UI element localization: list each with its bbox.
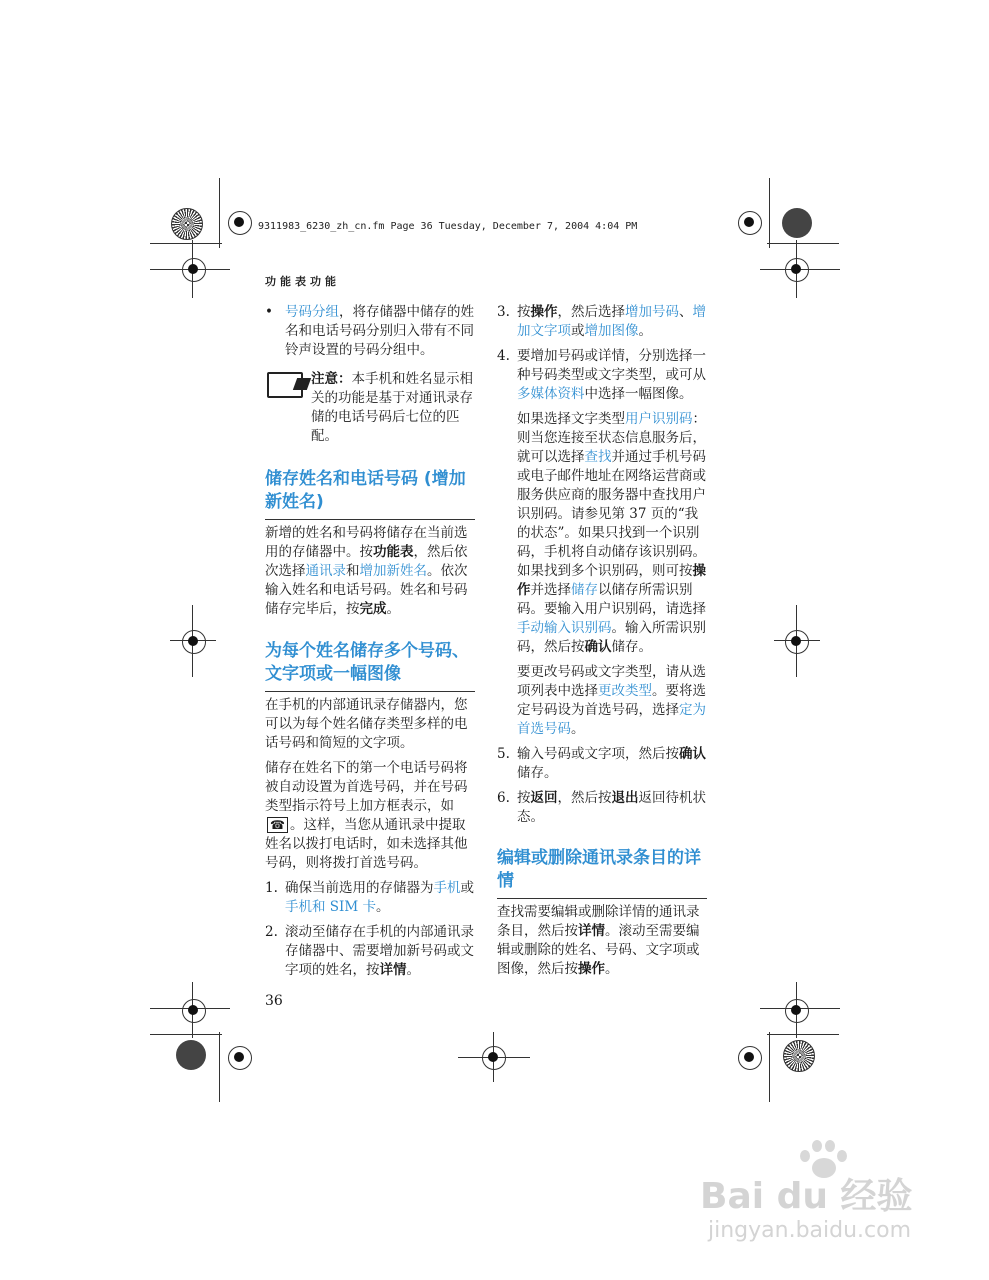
phone-box-icon: ☎ [267,817,288,833]
paragraph-edit-delete: 查找需要编辑或删除详情的通讯录条目，然后按详情。滚动至需要编辑或删除的姓名、号码、文字项或图像，然后按操作。 [497,904,700,977]
link-number-groups[interactable]: 号码分组 [285,304,339,320]
paragraph-add-name: 新增的姓名和号码将储存在当前选用的存储器中。按功能表，然后依次选择通讯录和增加新姓名。依次输入姓名和电话号码。姓名和号码储存完毕后，按完成。 [265,525,468,617]
step-2: 2. 滚动至储存在手机的内部通讯录存储器中、需要增加新号码或文字项的姓名，按详情。 [265,924,474,978]
step-1: 1. 确保当前选用的存储器为手机或手机和 SIM 卡。 [265,880,474,915]
link-change-type[interactable]: 更改类型 [598,683,652,699]
registration-target-icon [176,1040,206,1070]
step-5: 5. 输入号码或文字项，然后按确认储存。 [497,746,706,781]
heading-store-name-number: 储存姓名和电话号码 (增加新姓名) [265,469,466,512]
right-column [497,303,707,979]
section-label: 功能表功能 [265,275,340,288]
paragraph-default-number: 储存在姓名下的第一个电话号码将被自动设置为首选号码，并在号码类型指示符号上加方框表示，如☎ 。这样，当您从通讯录中提取姓名以拨打电话时，如未选择其他号码，则将拨打首选号码。 [265,760,468,871]
heading-divider [265,519,475,520]
note-icon [267,372,303,398]
step-4: 4. 要增加号码或详情，分别选择一种号码类型或文字类型，或可从多媒体资料中选择一幅图像。 [497,348,706,402]
paragraph-internal-memory: 在手机的内部通讯录存储器内，您可以为每个姓名储存类型多样的电话号码和简短的文字项。 [265,697,468,751]
note-label: 注意： [311,371,352,387]
link-contacts[interactable]: 通讯录 [305,563,346,579]
registration-target-icon [782,208,812,238]
bullet-icon: • [265,304,273,320]
link-user-id[interactable]: 用户识别码 [625,411,693,427]
link-phone[interactable]: 手机 [433,880,461,896]
watermark-url: jingyan.baidu.com [708,1218,912,1243]
bullet-text: ，将存储器中储存的姓名和电话号码分别归入带有不同铃声设置的号码分组中。 [285,304,474,358]
registration-target-icon [783,1040,815,1072]
link-gallery[interactable]: 多媒体资料 [517,386,585,402]
heading-multiple-numbers: 为每个姓名储存多个号码、文字项或一幅图像 [265,641,469,684]
left-column [265,303,475,980]
page-number: 36 [265,993,283,1009]
print-file-info: 9311983_6230_zh_cn.fm Page 36 Tuesday, December 7, 2004 4:04 PM [258,221,638,232]
link-add-text[interactable]: 增加文字项 [517,304,706,339]
paragraph-change-type: 要更改号码或文字类型，请从选项列表中选择更改类型。要将选定号码设为首选号码，选择定为首选号码。 [517,664,706,737]
link-add-number[interactable]: 增加号码 [625,304,679,320]
link-add-new-name[interactable]: 增加新姓名 [359,563,427,579]
link-set-default[interactable]: 定为首选号码 [517,702,706,737]
link-save[interactable]: 储存 [571,582,598,598]
watermark [700,1140,960,1250]
step-3: 3. 按操作，然后选择增加号码、增加文字项或增加图像。 [497,304,706,339]
paragraph-user-id: 如果选择文字类型用户识别码：则当您连接至状态信息服务后，就可以选择查找并通过手机号码或电子邮件地址在网络运营商或服务供应商的服务器中查找用户识别码。请参见第 37 页的“我的状态”。如果只找到一个识别码，手机将自动储存该识别码。如果找到多个识别码，则可按操作并选择储存以储存所需识别码。要输入用户识别码，请选择手动输入识别码。输入所需识别码，然后按确认储存。 [517,411,706,655]
registration-target-icon [171,208,203,240]
link-manual-id[interactable]: 手动输入识别码 [517,620,612,636]
note-block [265,370,475,446]
note-text: 本手机和姓名显示相关的功能是基于对通讯录存储的电话号码后七位的匹配。 [311,371,473,444]
watermark-brand: Bai du 经验 [700,1176,913,1217]
bullet-item [265,303,475,360]
link-add-image[interactable]: 增加图像 [584,323,639,339]
link-search[interactable]: 查找 [584,449,612,465]
heading-divider [265,691,475,692]
heading-divider [497,898,707,899]
step-6: 6. 按返回，然后按退出返回待机状态。 [497,790,706,825]
heading-edit-delete: 编辑或删除通讯录条目的详情 [497,848,701,891]
link-phone-and-sim[interactable]: 手机和 SIM 卡 [285,899,376,915]
